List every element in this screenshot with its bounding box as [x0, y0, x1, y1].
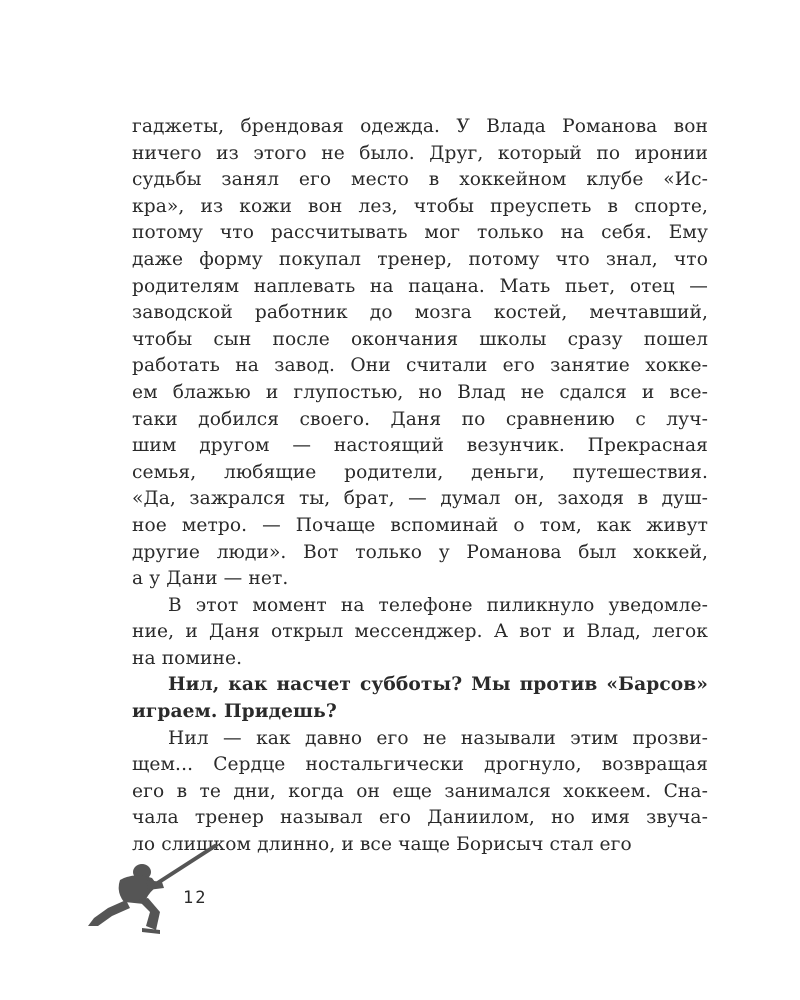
text-line: шим другом — настоящий везунчик. Прекрасная: [132, 435, 708, 457]
text-line: играем. Придешь?: [132, 701, 337, 723]
text-line: заводской работник до мозга костей, мечтавший,: [132, 302, 708, 324]
text-line: ничего из этого не было. Друг, который по иронии: [132, 142, 708, 164]
paragraph: [132, 726, 708, 859]
text-line: на помине.: [132, 647, 243, 669]
text-line: другие люди». Вот только у Романова был хоккей,: [132, 541, 708, 563]
text-line: «Да, зажрался ты, брат, — думал он, заходя в душ-: [132, 488, 708, 510]
page-body-text: [132, 114, 708, 859]
text-line: семья, любящие родители, деньги, путешествия.: [132, 461, 708, 483]
text-line: Нил — как давно его не называли этим прозви-: [168, 727, 708, 749]
text-line: В этот момент на телефоне пиликнуло уведомле-: [168, 594, 708, 616]
text-line: щем... Сердце ностальгически дрогнуло, возвращая: [132, 754, 708, 776]
text-line: родителям наплевать на пацана. Мать пьет, отец —: [132, 275, 708, 297]
text-line: гаджеты, брендовая одежда. У Влада Романова вон: [132, 116, 708, 137]
text-line: кра», из кожи вон лез, чтобы преуспеть в спорте,: [132, 195, 708, 217]
paragraph: [132, 593, 708, 673]
text-line: даже форму покупал тренер, потому что знал, что: [132, 248, 708, 270]
text-line: ем блажью и глупостью, но Влад не сдался и все-: [132, 381, 708, 403]
page-footer: [86, 842, 316, 942]
text-line: а у Дани — нет.: [132, 568, 289, 590]
text-line: работать на завод. Они считали его занятие хокке-: [132, 355, 708, 377]
text-line: Нил, как насчет субботы? Мы против «Барсов»: [168, 674, 708, 696]
text-line: ние, и Даня открыл мессенджер. А вот и Влад, легок: [132, 621, 708, 643]
paragraph: [132, 114, 708, 593]
text-line: таки добился своего. Даня по сравнению с луч-: [132, 408, 708, 430]
text-line: его в те дни, когда он еще занимался хоккеем. Сна-: [132, 780, 708, 802]
paragraph: [132, 672, 708, 725]
text-line: чала тренер называл его Даниилом, но имя звуча-: [132, 807, 708, 829]
text-line: потому что рассчитывать мог только на себя. Ему: [132, 222, 708, 244]
text-line: чтобы сын после окончания школы сразу пошел: [132, 328, 708, 350]
text-line: ло слишком длинно, и все чаще Борисыч стал его: [132, 834, 632, 856]
text-line: ное метро. — Почаще вспоминай о том, как живут: [132, 514, 708, 536]
text-line: судьбы занял его место в хоккейном клубе «Ис-: [132, 169, 708, 191]
page-number: 12: [183, 888, 208, 908]
